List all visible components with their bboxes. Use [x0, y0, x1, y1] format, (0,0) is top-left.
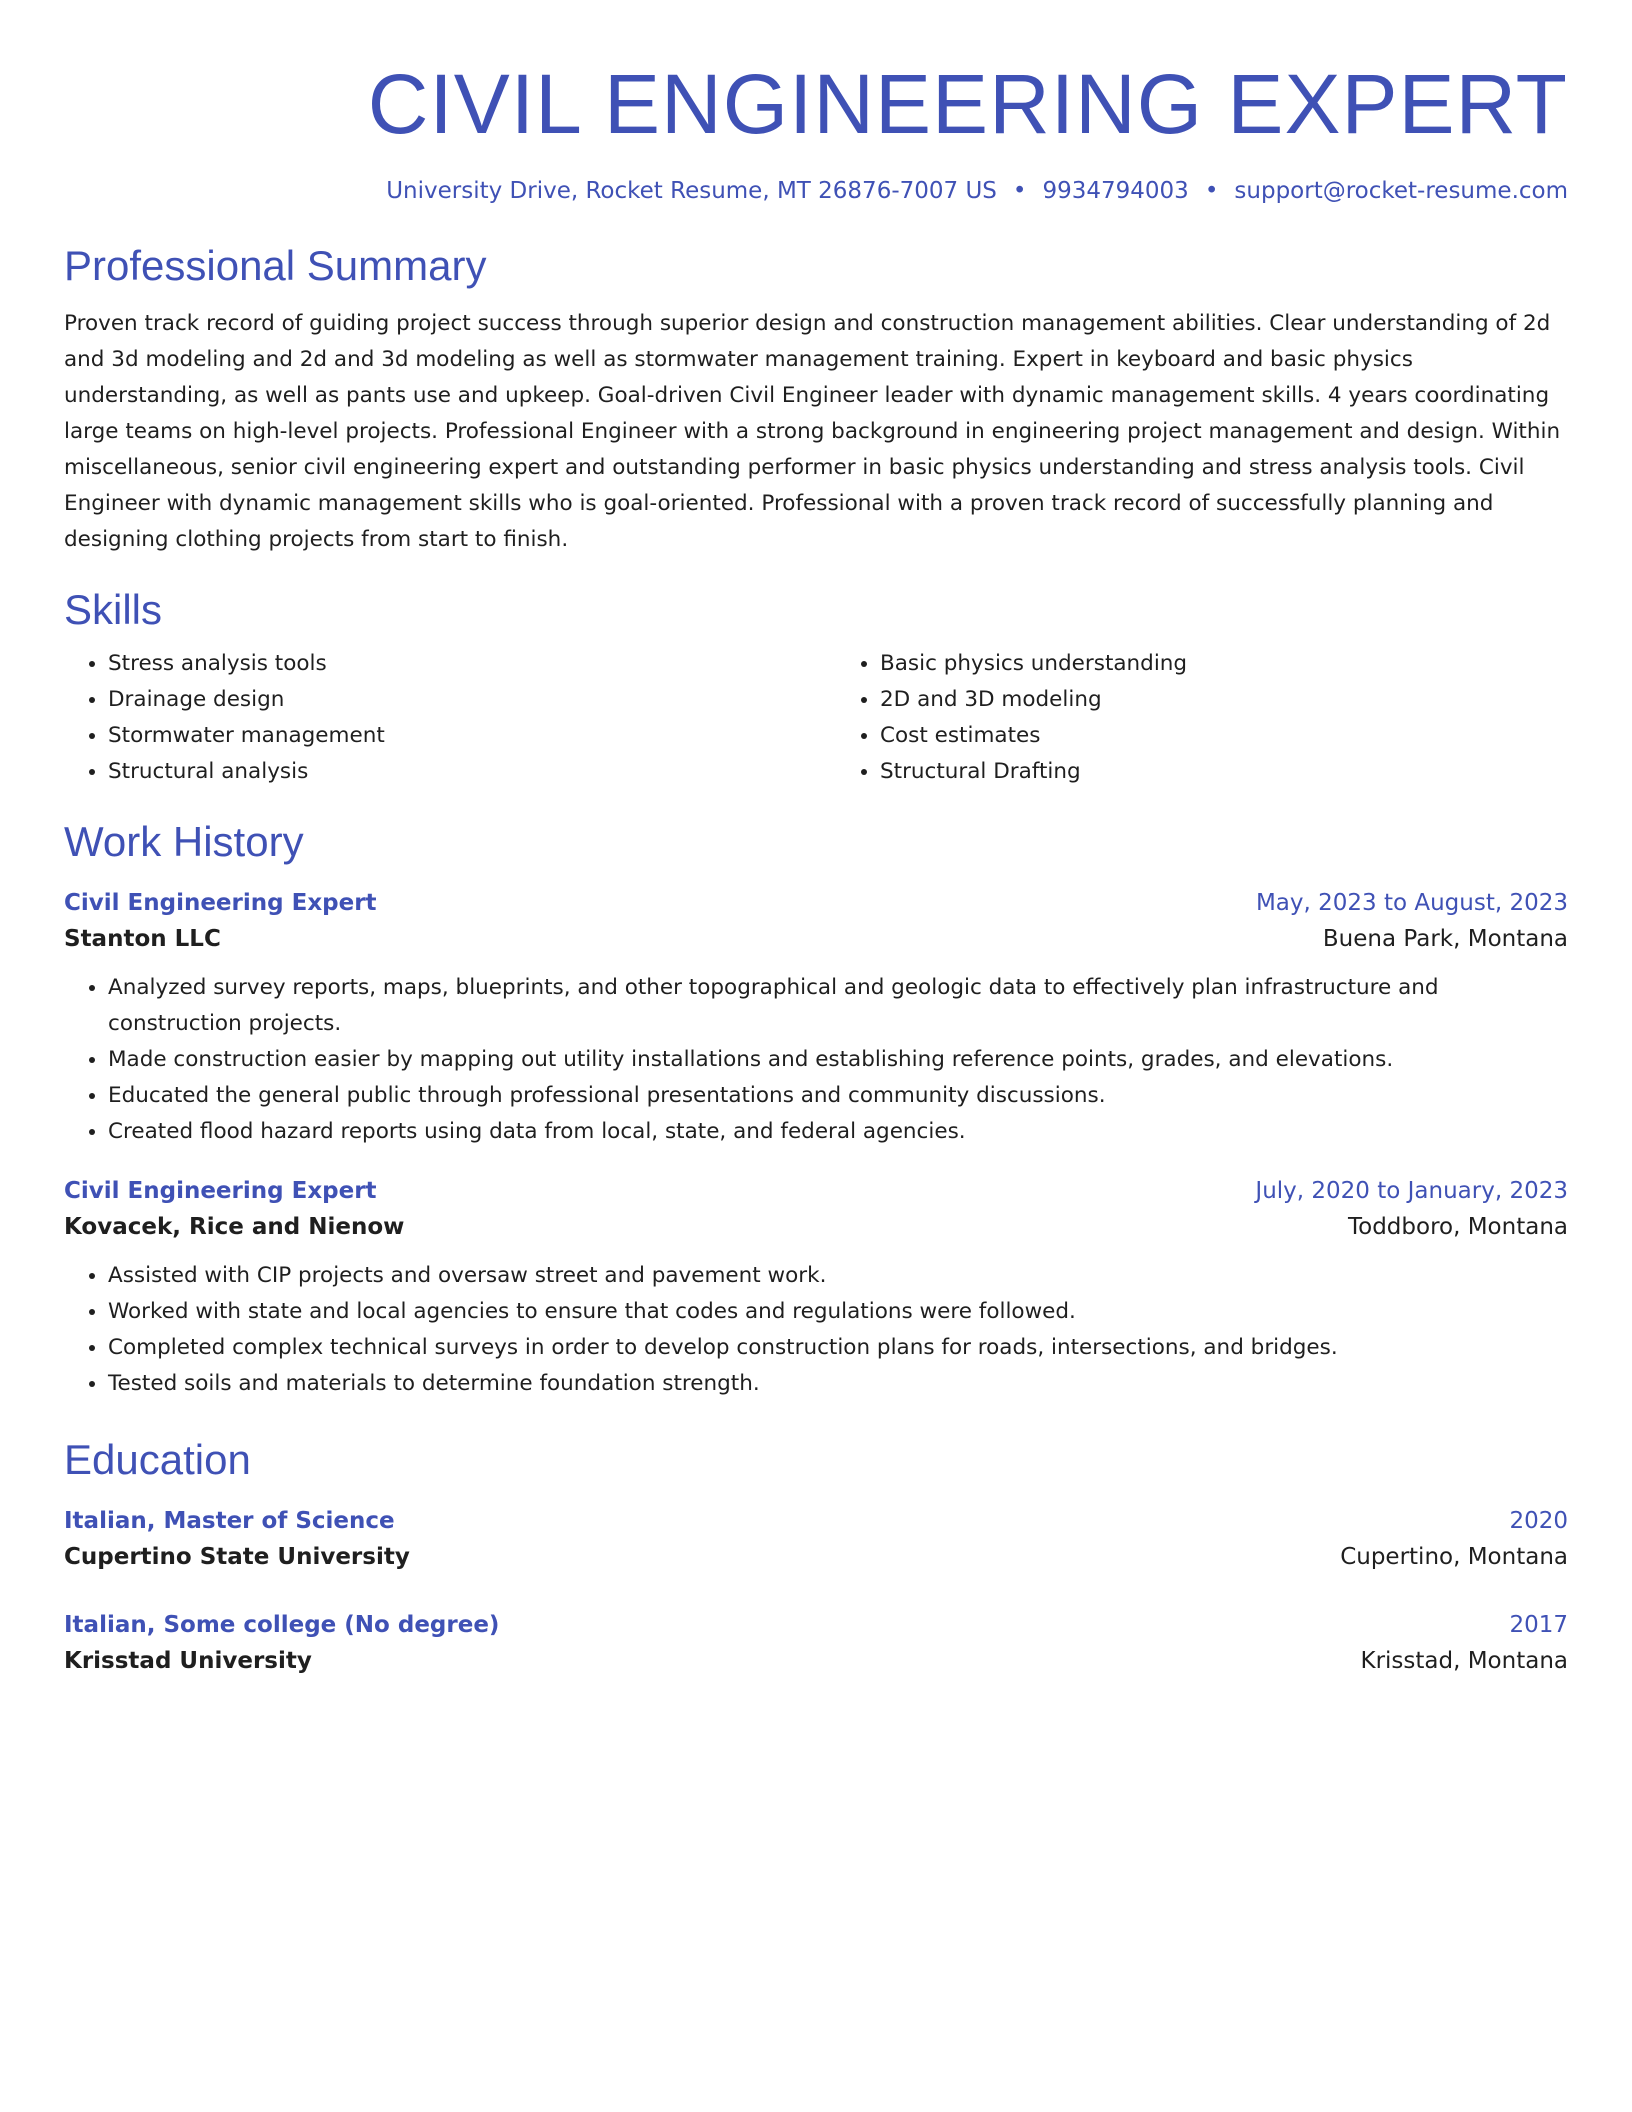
- candidate-name: CIVIL ENGINEERING EXPERT: [367, 57, 1568, 151]
- bullet-separator: •: [1012, 178, 1027, 204]
- school-row: [64, 1642, 1568, 1680]
- school-row: [64, 1538, 1568, 1576]
- email-text: support@rocket-resume.com: [1234, 178, 1568, 204]
- school-location: Krisstad, Montana: [1360, 1648, 1568, 1674]
- resume-header: [64, 56, 1568, 206]
- degree-row: [64, 1608, 1568, 1642]
- job-duty-item: • Tested soils and materials to determine foundation strength.: [108, 1366, 1568, 1402]
- summary-heading: Professional Summary: [64, 242, 487, 289]
- skill-item: • Basic physics understanding: [880, 646, 1568, 682]
- degree-title: Italian, Master of Science: [64, 1508, 395, 1534]
- education-entry: [64, 1608, 1568, 1680]
- address-text: University Drive, Rocket Resume, MT 26876-7007 US: [386, 178, 997, 204]
- phone-text: 9934794003: [1042, 178, 1189, 204]
- professional-summary-section: [64, 240, 1568, 558]
- graduation-year: 2020: [1509, 1508, 1568, 1534]
- job-company-row: [64, 920, 1568, 958]
- job-duty-item: • Completed complex technical surveys in order to develop construction plans for roads, intersections, and bridges.: [108, 1330, 1568, 1366]
- summary-paragraph: Proven track record of guiding project success through superior design and construction management abilities. Clear understanding of 2d and 3d modeling and 2d and 3d modeling as well as stormwater management training. Expert in keyboard and basic physics understanding, as well as pants use and upkeep. Goal-driven Civil Engineer leader with dynamic management skills. 4 years coordinating large teams on high-level projects. Professional Engineer with a strong background in engineering project management and design. Within miscellaneous, senior civil engineering expert and outstanding performer in basic physics understanding and stress analysis tools. Civil Engineer with dynamic management skills who is goal-oriented. Professional with a proven track record of successfully planning and designing clothing projects from start to finish.: [64, 311, 1561, 552]
- education-entry: [64, 1504, 1568, 1576]
- contact-line: [64, 176, 1568, 206]
- work-history-heading: Work History: [64, 818, 304, 865]
- skill-item: • Structural analysis: [108, 754, 796, 790]
- work-history-section: [64, 816, 1568, 1402]
- job-title-row: [64, 1174, 1568, 1208]
- skill-item: • Cost estimates: [880, 718, 1568, 754]
- skill-item: • 2D and 3D modeling: [880, 682, 1568, 718]
- degree-title: Italian, Some college (No degree): [64, 1612, 500, 1638]
- skills-section: [64, 584, 1568, 790]
- job-title: Civil Engineering Expert: [64, 1178, 377, 1204]
- job-company-row: [64, 1208, 1568, 1246]
- graduation-year: 2017: [1509, 1612, 1568, 1638]
- skills-grid: [64, 646, 1568, 790]
- skills-list-right: [836, 646, 1568, 790]
- company-name: Kovacek, Rice and Nienow: [64, 1214, 405, 1240]
- job-entry: [64, 886, 1568, 1150]
- school-name: Cupertino State University: [64, 1544, 410, 1570]
- job-duty-item: • Worked with state and local agencies to ensure that codes and regulations were followed.: [108, 1294, 1568, 1330]
- job-title: Civil Engineering Expert: [64, 890, 377, 916]
- job-title-row: [64, 886, 1568, 920]
- job-duty-item: • Made construction easier by mapping out utility installations and establishing reference points, grades, and elevations.: [108, 1042, 1568, 1078]
- skills-heading: Skills: [64, 586, 163, 633]
- education-heading: Education: [64, 1436, 251, 1483]
- education-section: [64, 1434, 1568, 1680]
- job-location: Toddboro, Montana: [1347, 1214, 1568, 1240]
- job-location: Buena Park, Montana: [1322, 926, 1568, 952]
- school-location: Cupertino, Montana: [1340, 1544, 1568, 1570]
- skill-item: • Stormwater management: [108, 718, 796, 754]
- job-entry: [64, 1174, 1568, 1402]
- school-name: Krisstad University: [64, 1648, 312, 1674]
- company-name: Stanton LLC: [64, 926, 221, 952]
- job-duty-item: • Educated the general public through professional presentations and community discussions.: [108, 1078, 1568, 1114]
- degree-row: [64, 1504, 1568, 1538]
- skill-item: • Stress analysis tools: [108, 646, 796, 682]
- skill-item: • Drainage design: [108, 682, 796, 718]
- bullet-separator: •: [1204, 178, 1219, 204]
- job-duty-item: • Assisted with CIP projects and oversaw street and pavement work.: [108, 1258, 1568, 1294]
- skills-list-left: [64, 646, 796, 790]
- skill-item: • Structural Drafting: [880, 754, 1568, 790]
- job-dates: May, 2023 to August, 2023: [1255, 890, 1568, 916]
- job-duties-list: [64, 1258, 1568, 1402]
- job-duty-item: • Analyzed survey reports, maps, blueprints, and other topographical and geologic data to effectively plan infrastructure and construction projects.: [108, 970, 1568, 1042]
- job-dates: July, 2020 to January, 2023: [1255, 1178, 1568, 1204]
- job-duty-item: • Created flood hazard reports using data from local, state, and federal agencies.: [108, 1114, 1568, 1150]
- job-duties-list: [64, 970, 1568, 1150]
